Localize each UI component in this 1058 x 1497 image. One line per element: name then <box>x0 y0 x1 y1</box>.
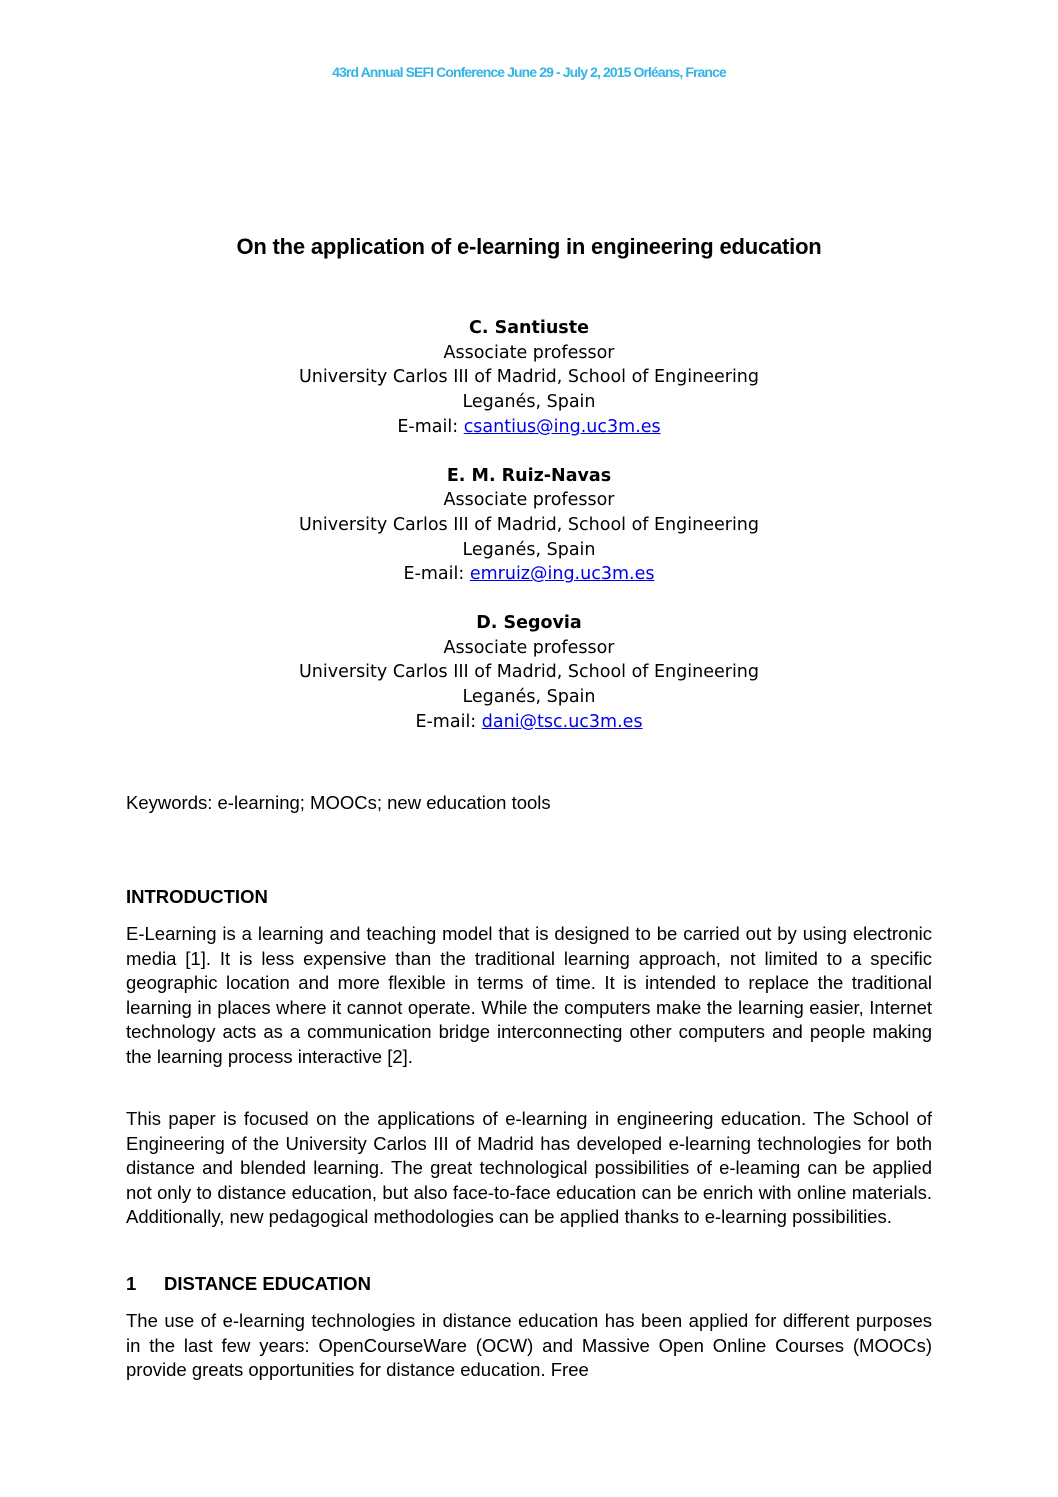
author-email-line <box>0 415 1058 440</box>
keywords-line: Keywords: e-learning; MOOCs; new education tools <box>126 792 551 813</box>
author-name: E. M. Ruiz-Navas <box>446 465 612 486</box>
author-affiliation: University Carlos III of Madrid, School of Engineering <box>298 662 760 683</box>
introduction-heading: INTRODUCTION <box>126 886 268 907</box>
author-location: Leganés, Spain <box>462 687 596 708</box>
author-affiliation: University Carlos III of Madrid, School of Engineering <box>298 514 760 535</box>
email-label: E-mail: <box>403 564 470 585</box>
introduction-paragraph-1 <box>126 922 932 1070</box>
email-link[interactable]: emruiz@ing.uc3m.es <box>469 564 655 585</box>
author-position: Associate professor <box>443 342 615 363</box>
author-email-line <box>0 710 1058 735</box>
introduction-paragraph-2 <box>126 1107 932 1230</box>
paper-title: On the application of e-learning in engineering education <box>236 234 822 259</box>
section-title: DISTANCE EDUCATION <box>164 1273 371 1294</box>
email-link[interactable]: dani@tsc.uc3m.es <box>481 711 643 732</box>
email-label: E-mail: <box>415 711 482 732</box>
section-number: 1 <box>126 1273 137 1294</box>
paragraph-text: E-Learning is a learning and teaching model that is designed to be carried out by using electronic media [1]. It is less expensive than the traditional learning approach, not limited to a specific geographic location and more flexible in terms of time. It is intended to replace the traditional learning in places where it cannot operate. While the computers make the learning easier, Internet technology acts as a communication bridge interconnecting other computers and people making the learning process interactive [2]. <box>126 923 932 1067</box>
author-block <box>0 316 1058 759</box>
section-1-paragraph <box>126 1309 932 1383</box>
section-1-heading <box>126 1273 371 1295</box>
author-name: D. Segovia <box>476 613 582 634</box>
author-position: Associate professor <box>443 490 615 511</box>
author-position: Associate professor <box>443 637 615 658</box>
author-email-line <box>0 562 1058 587</box>
email-label: E-mail: <box>397 416 464 437</box>
author-location: Leganés, Spain <box>462 392 596 413</box>
paragraph-text: This paper is focused on the applications of e-learning in engineering education. The School of Engineering of the University Carlos III of Madrid has developed e-learning technologies for both distance and blended learning. The great technological possibilities of e-leaming can be applied not only to distance education, but also face-to-face education can be enrich with online materials. Additionally, new pedagogical methodologies can be applied thanks to e-learning possibilities. <box>126 1108 932 1228</box>
paragraph-text: The use of e-learning technologies in distance education has been applied for different purposes in the last few years: OpenCourseWare (OCW) and Massive Open Online Courses (MOOCs) provide greats opportunities for distance education. Free <box>126 1310 932 1381</box>
author-affiliation: University Carlos III of Madrid, School of Engineering <box>298 367 760 388</box>
author-entry <box>0 464 1058 588</box>
author-name: C. Santiuste <box>469 318 589 338</box>
conference-header: 43rd Annual SEFI Conference June 29 - July 2, 2015 Orléans, France <box>332 64 726 80</box>
author-location: Leganés, Spain <box>462 539 596 560</box>
email-link[interactable]: csantius@ing.uc3m.es <box>463 416 661 437</box>
author-entry <box>0 316 1058 440</box>
author-entry <box>0 611 1058 735</box>
